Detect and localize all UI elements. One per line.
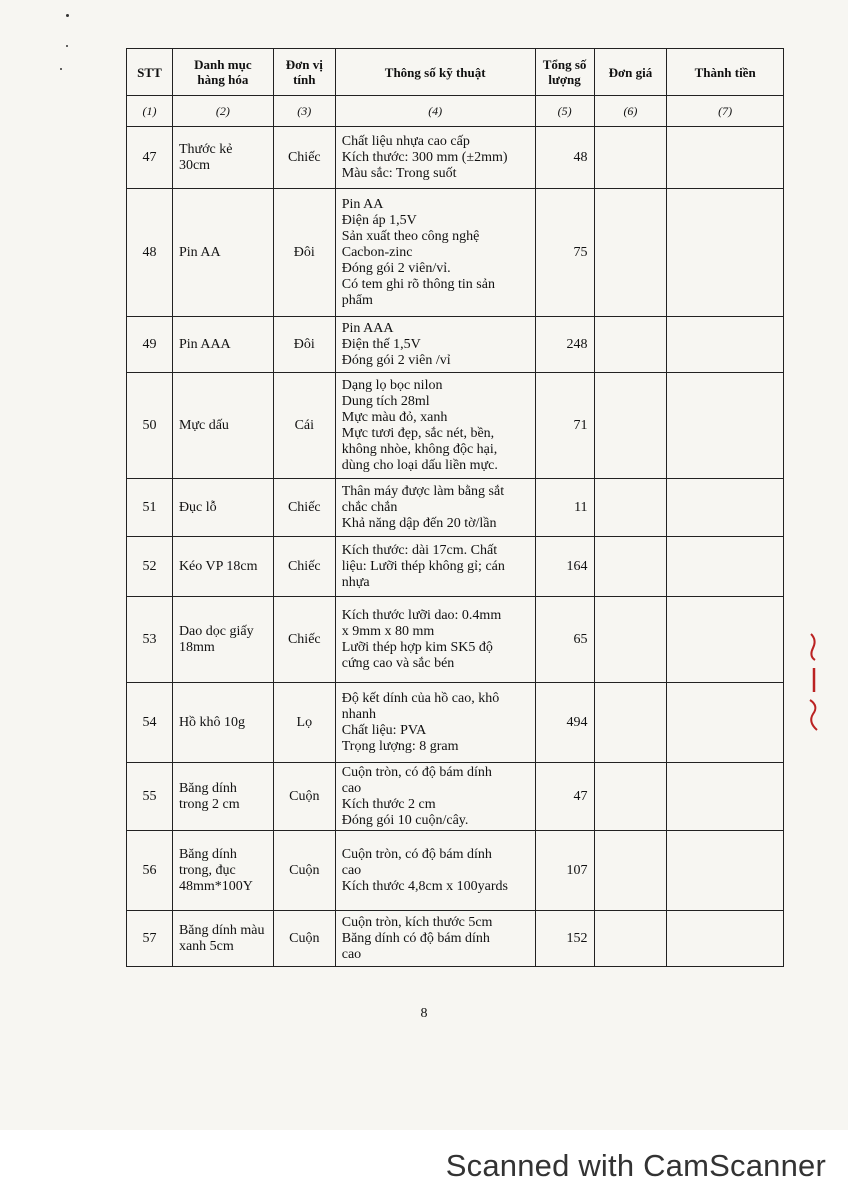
row-stt: 52	[127, 537, 173, 597]
spec-line: Cuộn tròn, có độ bám dính	[341, 846, 492, 862]
row-total	[667, 127, 784, 189]
spec-line: Kích thước 4,8cm x 100yards	[341, 878, 508, 894]
row-total	[667, 537, 784, 597]
spec-line: Thân máy được làm bằng sắt	[341, 483, 505, 499]
spec-line: Trọng lượng: 8 gram	[341, 738, 459, 754]
spec-line: Đóng gói 10 cuộn/cây.	[341, 812, 469, 828]
spec-line: Điện áp 1,5V	[341, 212, 417, 228]
row-spec	[335, 127, 535, 189]
spec-line: nhanh	[341, 706, 376, 722]
spec-line: x 9mm x 80 mm	[341, 623, 435, 639]
row-quantity: 48	[535, 127, 594, 189]
spec-line: Dạng lọ bọc nilon	[341, 377, 443, 393]
table-row	[127, 597, 784, 683]
row-unit: Chiếc	[273, 127, 335, 189]
row-stt: 49	[127, 317, 173, 373]
header-quantity: Tổng số lượng	[535, 49, 594, 96]
row-goods-name: Hồ khô 10g	[172, 683, 273, 763]
spec-line: cao	[341, 862, 362, 878]
header-unit: Đơn vị tính	[273, 49, 335, 96]
spec-line: cao	[341, 780, 362, 796]
spec-line: Lưỡi thép hợp kim SK5 độ	[341, 639, 493, 655]
row-stt: 50	[127, 373, 173, 479]
spec-line: Kích thước: dài 17cm. Chất	[341, 542, 498, 558]
row-spec	[335, 763, 535, 831]
row-unit-price	[594, 373, 667, 479]
row-goods-name: Pin AAA	[172, 317, 273, 373]
row-unit-price	[594, 763, 667, 831]
table-row	[127, 127, 784, 189]
spec-line: chắc chắn	[341, 499, 398, 515]
table-row	[127, 683, 784, 763]
row-goods-name: Mực dấu	[172, 373, 273, 479]
row-unit: Chiếc	[273, 479, 335, 537]
spec-line: cao	[341, 946, 362, 962]
header-unit-price: Đơn giá	[594, 49, 667, 96]
row-stt: 53	[127, 597, 173, 683]
row-quantity: 65	[535, 597, 594, 683]
spec-line: Kích thước: 300 mm (±2mm)	[341, 149, 508, 165]
scan-speck	[60, 68, 62, 70]
row-stt: 56	[127, 831, 173, 911]
scanner-watermark-text: Scanned with CamScanner	[445, 1148, 826, 1183]
spec-line: Cacbon-zinc	[341, 244, 413, 260]
spec-line: Độ kết dính của hồ cao, khô	[341, 690, 500, 706]
row-stt: 51	[127, 479, 173, 537]
spec-line: Kích thước 2 cm	[341, 796, 436, 812]
spec-line: Kích thước lưỡi dao: 0.4mm	[341, 607, 502, 623]
row-spec	[335, 911, 535, 967]
table-row	[127, 911, 784, 967]
spec-line: liệu: Lưỡi thép không gỉ; cán	[341, 558, 505, 574]
spec-line: Băng dính có độ bám dính	[341, 930, 490, 946]
spec-line: Chất liệu: PVA	[341, 722, 427, 738]
row-quantity: 248	[535, 317, 594, 373]
row-unit: Cuộn	[273, 911, 335, 967]
spec-line: phẩm	[341, 292, 373, 308]
spec-line: Mực màu đỏ, xanh	[341, 409, 448, 425]
row-unit-price	[594, 317, 667, 373]
row-goods-name: Đục lỗ	[172, 479, 273, 537]
header-spec: Thông số kỹ thuật	[335, 49, 535, 96]
row-spec	[335, 683, 535, 763]
row-total	[667, 373, 784, 479]
row-total	[667, 189, 784, 317]
page-number: 8	[420, 1006, 428, 1021]
spec-line: Cuộn tròn, kích thước 5cm	[341, 914, 493, 930]
table-row	[127, 537, 784, 597]
row-goods-name: Băng dính màu xanh 5cm	[172, 911, 273, 967]
spec-line: Cuộn tròn, có độ bám dính	[341, 764, 492, 780]
row-quantity: 107	[535, 831, 594, 911]
spec-line: Pin AAA	[341, 320, 394, 336]
spec-line: dùng cho loại dấu liền mực.	[341, 457, 498, 473]
row-stt: 55	[127, 763, 173, 831]
row-unit: Đôi	[273, 317, 335, 373]
table-row	[127, 479, 784, 537]
header-goods-name: Danh mục hàng hóa	[172, 49, 273, 96]
row-unit-price	[594, 911, 667, 967]
scan-speck	[66, 45, 68, 47]
spec-line: Đóng gói 2 viên/vỉ.	[341, 260, 451, 276]
red-ink-mark-icon	[805, 630, 825, 740]
row-stt: 47	[127, 127, 173, 189]
table-row	[127, 831, 784, 911]
table-row	[127, 373, 784, 479]
spec-line: Pin AA	[341, 196, 384, 212]
spec-line: Đóng gói 2 viên /vỉ	[341, 352, 451, 368]
row-spec	[335, 189, 535, 317]
row-total	[667, 479, 784, 537]
row-unit: Cuộn	[273, 763, 335, 831]
spec-line: Sản xuất theo công nghệ	[341, 228, 480, 244]
row-unit-price	[594, 683, 667, 763]
row-unit: Chiếc	[273, 597, 335, 683]
row-total	[667, 597, 784, 683]
index-cell: (6)	[594, 96, 667, 127]
row-spec	[335, 831, 535, 911]
table-row	[127, 763, 784, 831]
row-spec	[335, 317, 535, 373]
row-unit: Lọ	[273, 683, 335, 763]
row-unit-price	[594, 189, 667, 317]
row-spec	[335, 373, 535, 479]
row-quantity: 152	[535, 911, 594, 967]
row-unit: Cái	[273, 373, 335, 479]
row-total	[667, 831, 784, 911]
row-unit-price	[594, 597, 667, 683]
row-goods-name: Dao dọc giấy 18mm	[172, 597, 273, 683]
spec-line: không nhòe, không độc hại,	[341, 441, 498, 457]
goods-spec-table	[126, 48, 784, 967]
row-goods-name: Kéo VP 18cm	[172, 537, 273, 597]
row-spec	[335, 537, 535, 597]
scanner-watermark-bar	[0, 1130, 848, 1200]
row-total	[667, 317, 784, 373]
table-index-row	[127, 96, 784, 127]
row-unit: Đôi	[273, 189, 335, 317]
row-unit: Chiếc	[273, 537, 335, 597]
row-unit-price	[594, 127, 667, 189]
row-stt: 54	[127, 683, 173, 763]
index-cell: (1)	[127, 96, 173, 127]
index-cell: (7)	[667, 96, 784, 127]
index-cell: (3)	[273, 96, 335, 127]
row-total	[667, 911, 784, 967]
index-cell: (5)	[535, 96, 594, 127]
spec-line: Mực tươi đẹp, sắc nét, bền,	[341, 425, 495, 441]
row-goods-name: Băng dính trong 2 cm	[172, 763, 273, 831]
header-stt: STT	[127, 49, 173, 96]
table-row	[127, 189, 784, 317]
row-unit-price	[594, 831, 667, 911]
table-row	[127, 317, 784, 373]
row-spec	[335, 597, 535, 683]
row-quantity: 75	[535, 189, 594, 317]
spec-line: Chất liệu nhựa cao cấp	[341, 133, 470, 149]
table-header-row	[127, 49, 784, 96]
spec-line: Dung tích 28ml	[341, 393, 430, 409]
row-goods-name: Thước kẻ 30cm	[172, 127, 273, 189]
scan-speck	[66, 14, 69, 17]
row-spec	[335, 479, 535, 537]
spec-line: Khả năng dập đến 20 tờ/lần	[341, 515, 497, 531]
spec-line: nhựa	[341, 574, 370, 590]
row-total	[667, 683, 784, 763]
spec-line: Có tem ghi rõ thông tin sản	[341, 276, 495, 292]
row-stt: 48	[127, 189, 173, 317]
index-cell: (2)	[172, 96, 273, 127]
row-unit-price	[594, 479, 667, 537]
row-goods-name: Băng dính trong, đục 48mm*100Y	[172, 831, 273, 911]
row-goods-name: Pin AA	[172, 189, 273, 317]
header-total: Thành tiền	[667, 49, 784, 96]
row-stt: 57	[127, 911, 173, 967]
row-unit: Cuộn	[273, 831, 335, 911]
row-quantity: 47	[535, 763, 594, 831]
row-unit-price	[594, 537, 667, 597]
row-quantity: 71	[535, 373, 594, 479]
row-quantity: 494	[535, 683, 594, 763]
row-total	[667, 763, 784, 831]
spec-line: cứng cao và sắc bén	[341, 655, 455, 671]
row-quantity: 164	[535, 537, 594, 597]
spec-line: Màu sắc: Trong suốt	[341, 165, 457, 181]
index-cell: (4)	[335, 96, 535, 127]
spec-line: Điện thế 1,5V	[341, 336, 421, 352]
row-quantity: 11	[535, 479, 594, 537]
